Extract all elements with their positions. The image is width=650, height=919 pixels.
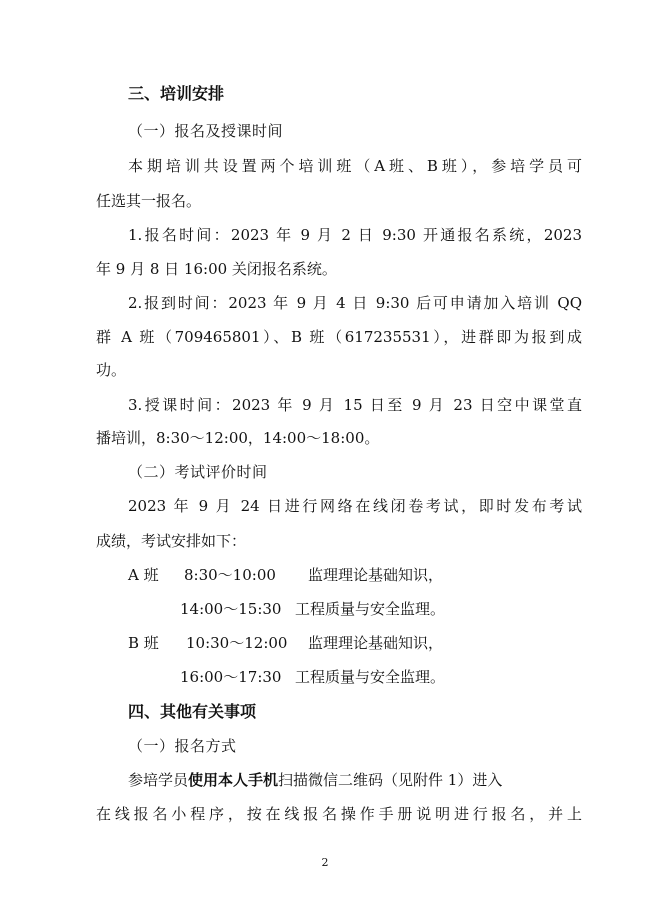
paragraph-line: 本期培训共设置两个培训班（A班、B班），参培学员可 [128,157,582,175]
schedule-class: A 班 [128,566,159,584]
paragraph-text: 扫描微信二维码（见附件 1）进入 [278,771,503,789]
paragraph-text: 参培学员 [128,771,189,789]
paragraph-line: 任选其一报名。 [96,192,202,210]
paragraph-line: 成绩，考试安排如下： [96,532,247,550]
paragraph-line: 3.授课时间：2023 年 9 月 15 日至 9 月 23 日空中课堂直 [128,396,582,414]
schedule-time: 14:00～15:30 [180,600,282,618]
paragraph-line: 2023 年 9 月 24 日进行网络在线闭卷考试，即时发布考试 [128,497,582,515]
schedule-time: 10:30～12:00 [186,634,288,652]
page-number: 2 [321,856,329,869]
paragraph-line: 播培训，8:30～12:00，14:00～18:00。 [96,429,380,447]
schedule-time: 8:30～10:00 [184,566,276,584]
paragraph-line: 2.报到时间：2023 年 9 月 4 日 9:30 后可申请加入培训 QQ [128,294,582,312]
schedule-subject: 工程质量与安全监理。 [295,668,446,686]
paragraph-line: 功。 [96,361,127,379]
paragraph-line: 年 9 月 8 日 16:00 关闭报名系统。 [96,260,337,278]
schedule-time: 16:00～17:30 [180,668,282,686]
section-heading-3: 三、培训安排 [128,84,225,103]
schedule-subject: 监理理论基础知识， [308,634,444,652]
emphasis-text: 使用本人手机 [188,771,279,789]
subsection-heading: （一）报名方式 [128,737,237,755]
subsection-heading: （二）考试评价时间 [128,463,268,481]
paragraph-line [128,770,502,790]
paragraph-line: 群 A 班（709465801）、B 班（617235531），进群即为报到成 [96,328,582,346]
paragraph-line: 1.报名时间：2023 年 9 月 2 日 9:30 开通报名系统，2023 [128,226,582,244]
schedule-subject: 工程质量与安全监理。 [295,600,446,618]
schedule-subject: 监理理论基础知识， [308,566,444,584]
subsection-heading: （一）报名及授课时间 [128,122,284,140]
paragraph-line: 在线报名小程序，按在线报名操作手册说明进行报名，并上 [96,805,582,823]
section-heading-4: 四、其他有关事项 [128,702,257,721]
schedule-class: B 班 [128,634,159,652]
